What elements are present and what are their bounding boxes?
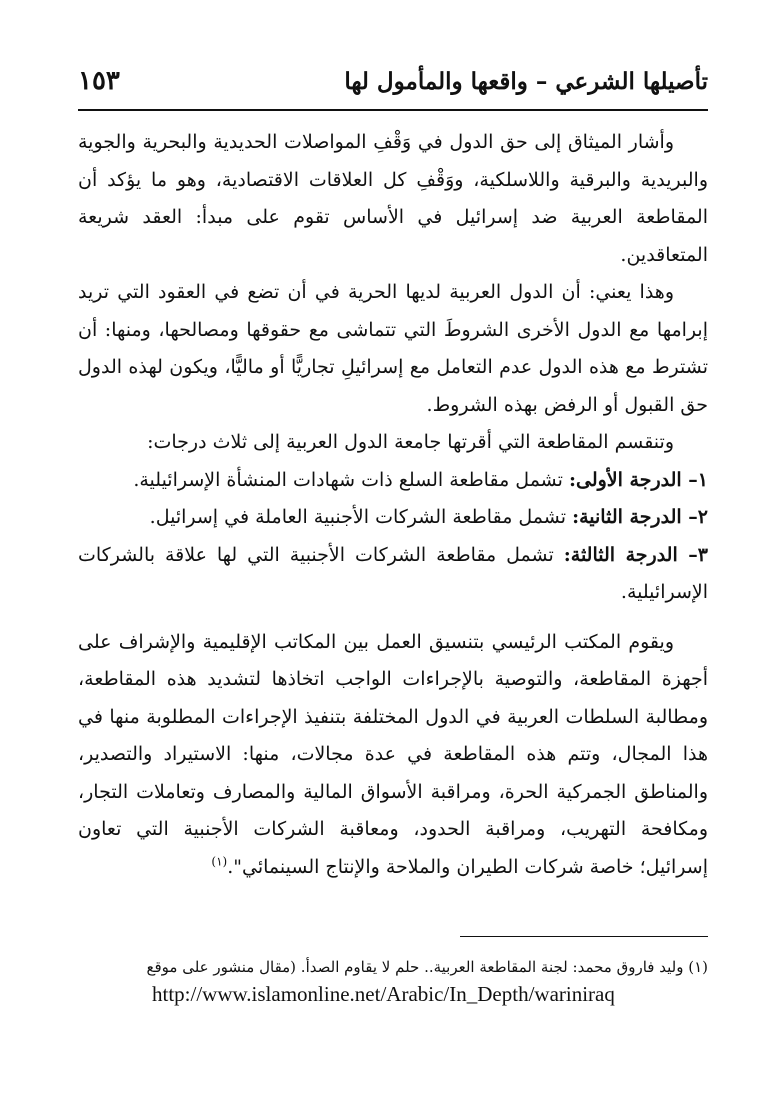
body-text <box>78 124 708 886</box>
page-number: ١٥٣ <box>78 66 120 96</box>
header-rule <box>78 109 708 111</box>
degree-two-label: ٢– الدرجة الثانية: <box>572 506 708 528</box>
running-title: تأصيلها الشرعي – واقعها والمأمول لها <box>344 68 708 95</box>
paragraph-meaning: وهذا يعني: أن الدول العربية لديها الحرية في أن تضع في العقود التي تريد إبرامها مع الدول الأخرى الشروطَ التي تتماشى مع حقوقها ومصالحها، ومنها: أن تشترط مع هذه الدول عدم التعامل مع إسرائيلِ تجاريًّا أو ماليًّا، ويكون لهذه الدول حق القبول أو الرفض بهذه الشروط. <box>78 281 708 416</box>
footnote-rule <box>460 936 708 937</box>
footnote-text: (١) وليد فاروق محمد: لجنة المقاطعة العربية.. حلم لا يقاوم الصدأ. (مقال منشور على موقع <box>146 958 708 976</box>
degree-three <box>78 537 708 612</box>
paragraph-degrees-intro: وتنقسم المقاطعة التي أقرتها جامعة الدول العربية إلى ثلاث درجات: <box>147 431 674 453</box>
degree-two <box>78 499 708 537</box>
degree-one <box>78 462 708 500</box>
degree-two-text: تشمل مقاطعة الشركات الأجنبية العاملة في إسرائيل. <box>149 506 573 528</box>
footnote-url: http://www.islamonline.net/Arabic/In_Depth/wariniraq <box>152 982 615 1006</box>
degree-three-label: ٣– الدرجة الثالثة: <box>563 543 708 566</box>
paragraph-main-office <box>78 624 708 887</box>
footnote-reference: (١) <box>211 854 228 869</box>
degree-one-label: ١– الدرجة الأولى: <box>568 468 708 491</box>
paragraph-charter: وأشار الميثاق إلى حق الدول في وَقْفِ المواصلات الحديدية والبحرية والجوية والبريدية والبرقية واللاسلكية، ووَقْفِ كل العلاقات الاقتصادية، وهو ما يؤكد أن المقاطعة العربية ضد إسرائيل في الأساس تقوم على مبدأ: العقد شريعة المتعاقدين. <box>78 131 708 266</box>
paragraph-main-office-text: ويقوم المكتب الرئيسي بتنسيق العمل بين المكاتب الإقليمية والإشراف على أجهزة المقاطعة، والتوصية بالإجراءات الواجب اتخاذها لتشديد هذه المقاطعة، ومطالبة السلطات العربية في الدول المختلفة بتنفيذ الإجراءات المطلوبة منها في هذا المجال، وتتم هذه المقاطعة في عدة مجالات، منها: الاستيراد والتصدير، والمناطق الجمركية الحرة، ومراقبة الأسواق المالية والمصارف وتعاملات التجار، ومكافحة التهريب، ومراقبة الحدود، ومعاقبة الشركات الأجنبية التي تعاون إسرائيل؛ خاصة شركات الطيران والملاحة والإنتاج السينمائي". <box>78 630 708 878</box>
degree-one-text: تشمل مقاطعة السلع ذات شهادات المنشأة الإسرائيلية. <box>133 468 569 491</box>
page-header <box>78 66 708 106</box>
degree-three-text: تشمل مقاطعة الشركات الأجنبية التي لها علاقة بالشركات الإسرائيلية. <box>78 543 708 603</box>
